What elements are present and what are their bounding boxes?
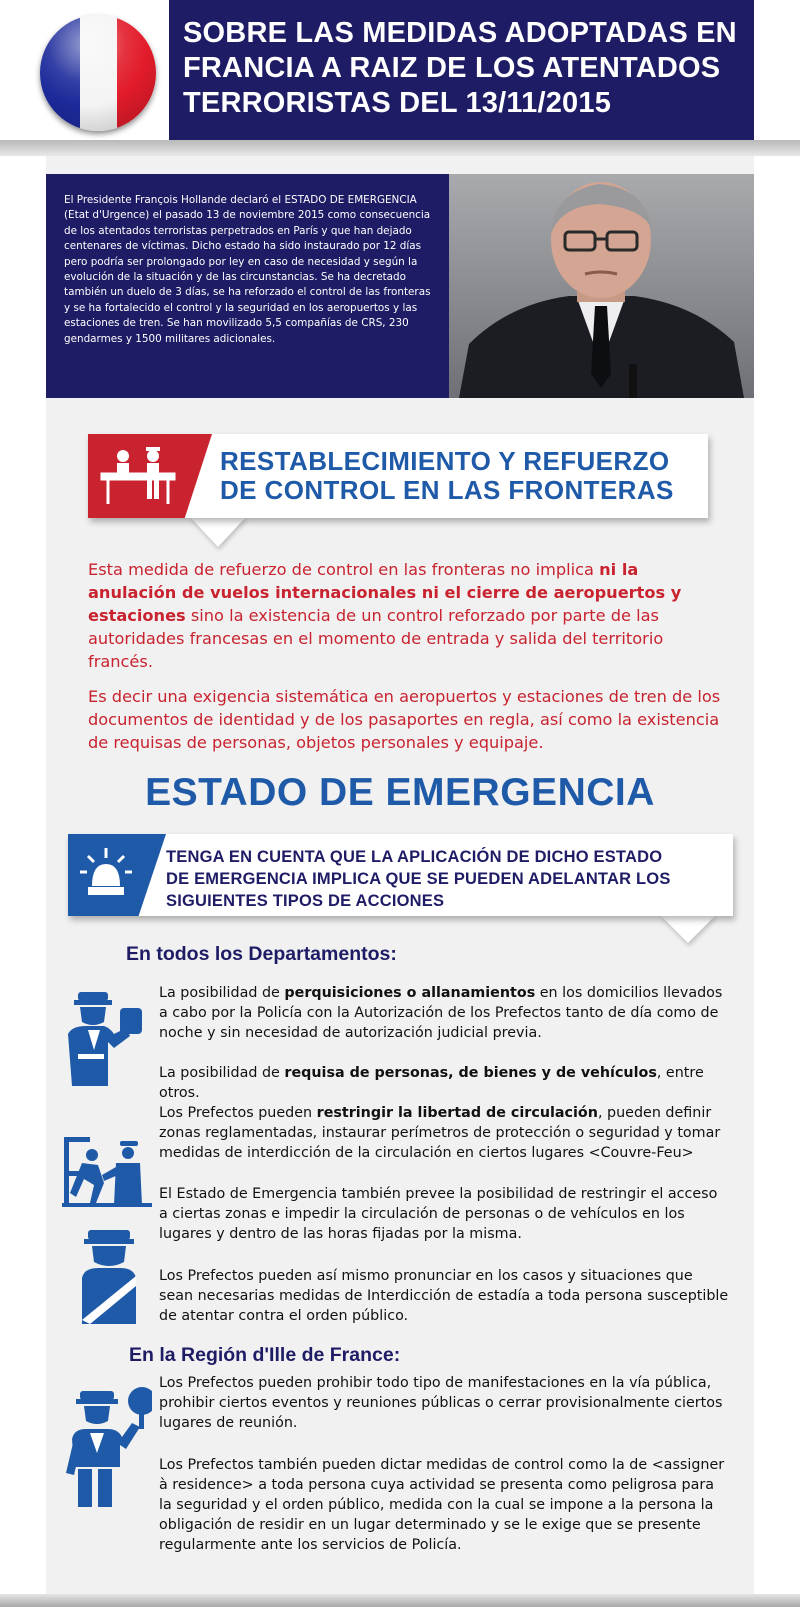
emergency-banner-text xyxy=(166,846,726,912)
emergency-banner-line-1: TENGA EN CUENTA QUE LA APLICACIÓN DE DICHO ESTADO xyxy=(166,848,663,866)
intro-text: El Presidente François Hollande declaró el ESTADO DE EMERGENCIA (Etat d'Urgence) el pasado 13 de noviembre 2015 como consecuencia de los atentados terroristas perpetrados en París y que han dejado centenares de víctimas. Dicho estado ha sido instaurado por 12 días pero podría ser prolongado por ley en caso de necesidad y según la evolución de la situación y de las circunstancias. Se ha decretado también un duelo de 3 días, se ha reforzado el control de las fronteras y se ha fortalecido el control y la seguridad en los aeropuertos y las estaciones de tren. Se han movilizado 5,5 compañías de CRS, 230 gendarmes y 1500 militares adicionales. xyxy=(64,194,431,345)
page-title-line-1: SOBRE LAS MEDIDAS ADOPTADAS EN xyxy=(183,17,737,49)
police-officer-icon xyxy=(80,1228,138,1326)
idf-item-1: Los Prefectos pueden prohibir todo tipo de manifestaciones en la vía pública, prohibir ciertos eventos y reuniones públicas o cerrar provisionalmente ciertos lugares de reunión. xyxy=(159,1375,723,1431)
page-title xyxy=(183,16,743,121)
traffic-police-icon xyxy=(62,1383,152,1509)
footer-divider xyxy=(0,1594,800,1607)
emergency-banner-line-2: DE EMERGENCIA IMPLICA QUE SE PUEDEN ADELANTAR LOS xyxy=(166,870,671,888)
departments-heading: En todos los Departamentos: xyxy=(126,943,397,965)
president-portrait-icon xyxy=(449,174,754,398)
intro-box xyxy=(46,174,449,398)
page-title-line-3: TERRORISTAS DEL 13/11/2015 xyxy=(183,87,612,119)
departments-item-2: La posibilidad de requisa de personas, de bienes y de vehículos, entre otros. xyxy=(159,1065,704,1101)
idf-heading: En la Región d'Ille de France: xyxy=(129,1344,401,1366)
page-title-line-2: FRANCIA A RAIZ DE LOS ATENTADOS xyxy=(183,52,721,84)
president-photo xyxy=(449,174,754,398)
police-arrest-icon xyxy=(62,1135,152,1207)
emergency-title: ESTADO DE EMERGENCIA xyxy=(145,771,655,814)
idf-item-2: Los Prefectos también pueden dictar medidas de control como la de <assigner à residence> a toda persona cuya actividad se presenta como peligrosa para la seguridad y el orden público, medida con la cual se impone a la persona la obligación de residir en un lugar determinado y se le exige que se presente regularmente ante los servicios de Policía. xyxy=(159,1457,725,1553)
emergency-banner xyxy=(68,834,733,916)
emergency-banner-line-3: SIGUIENTES TIPOS DE ACCIONES xyxy=(166,892,445,910)
header-title-box xyxy=(169,0,754,140)
departments-item-3: Los Prefectos pueden restringir la libertad de circulación, pueden definir zonas reglamentadas, instaurar perímetros de protección o seguridad y tomar medidas de interdicción de la circulación en ciertos lugares <Couvre-Feu> xyxy=(159,1105,721,1161)
departments-item-5: Los Prefectos pueden así mismo pronunciar en los casos y situaciones que sean necesarias medidas de Interdicción de estadía a toda persona susceptible de atentar contra el orden público. xyxy=(159,1268,729,1324)
france-flag-icon xyxy=(40,15,156,131)
banner-pointer xyxy=(190,517,246,547)
banner-pointer xyxy=(660,915,716,943)
police-search-icon xyxy=(64,990,148,1090)
departments-item-4: El Estado de Emergencia también prevee la posibilidad de restringir el acceso a ciertas zonas e impedir la circulación de personas o de vehículos en los lugares y dentro de las horas fijadas por la misma. xyxy=(159,1186,718,1242)
border-control-paragraph-2: Es decir una exigencia sistemática en aeropuertos y estaciones de tren de los documentos de identidad y de los pasaportes en regla, así como la existencia de requisas de personas, objetos personales y equipaje. xyxy=(88,687,721,752)
border-control-title-line-2: DE CONTROL EN LAS FRONTERAS xyxy=(220,475,674,505)
border-control-title-line-1: RESTABLECIMIENTO Y REFUERZO xyxy=(220,446,670,476)
border-control-paragraph-1: Esta medida de refuerzo de control en las fronteras no implica ni la anulación de vuelos internacionales ni el cierre de aeropuertos y estaciones sino la existencia de un control reforzado por parte de las autoridades francesas en el momento de entrada y salida del territorio francés. xyxy=(88,560,682,671)
header-divider xyxy=(0,140,800,156)
departments-item-1: La posibilidad de perquisiciones o allanamientos en los domicilios llevados a cabo por la Policía con la Autorización de los Prefectos tanto de día como de noche y sin necesidad de autorización judicial previa. xyxy=(159,985,723,1041)
border-control-title xyxy=(220,447,700,505)
